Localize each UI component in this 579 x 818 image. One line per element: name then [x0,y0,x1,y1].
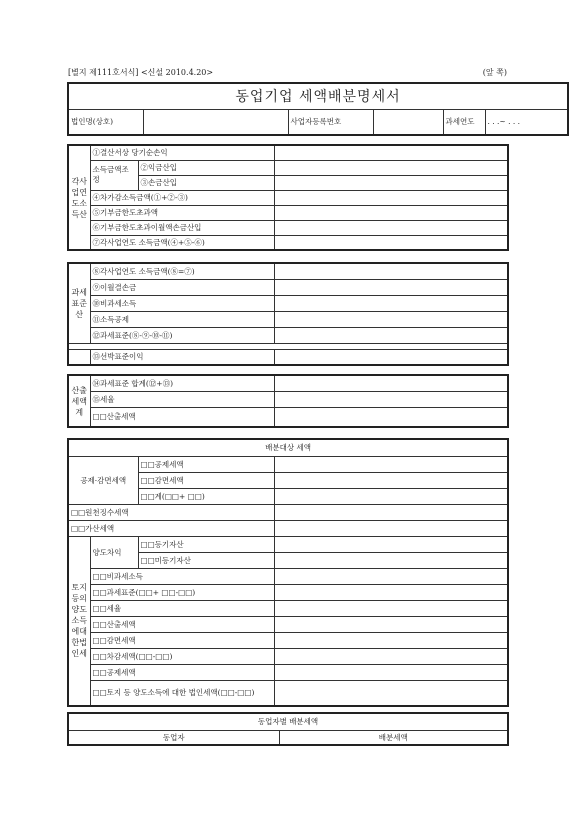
tax-period-value[interactable]: . . .~ . . . [485,109,568,135]
row-value[interactable] [274,235,508,250]
row-label: □□과세표준(□□+ □□-□□) [90,584,274,600]
row-value[interactable] [274,220,508,235]
row-label: ⑪소득공제 [90,311,274,327]
deduction-label: 공제·감면세액 [68,456,138,504]
page-side-label: (앞 쪽) [482,68,507,77]
row-label: □□공제세액 [138,456,274,472]
section-tax-calc [67,374,509,428]
row-value[interactable] [274,568,508,584]
row-value[interactable] [274,456,508,472]
row-label: □□산출세액 [90,407,274,427]
row-value[interactable] [274,472,508,488]
row-value[interactable] [274,664,508,680]
land-tax-label: 토지등의양도소득에대한법인세 [68,536,90,706]
row-value[interactable] [274,632,508,648]
section-1-label: 각사업연도소득산 [68,145,90,250]
section-3-label: 산출세액계 [68,375,90,427]
row-value[interactable] [274,375,508,391]
section-allocable-tax [67,438,509,707]
row-label: □□계(□□+ □□) [138,488,274,504]
row-label: □□미등기자산 [138,552,274,568]
row-value[interactable] [274,584,508,600]
row-value[interactable] [274,295,508,311]
row-label: ⑩비과세소득 [90,295,274,311]
row-value[interactable] [274,327,508,343]
spacer-cell [68,349,90,365]
biz-no-label: 사업자등록번호 [288,109,373,135]
title-block [67,82,569,136]
row-label: □□가산세액 [68,520,274,536]
row-label: ③손금산입 [138,175,274,190]
row-value[interactable] [274,190,508,205]
row-label: ⑮세율 [90,391,274,407]
section-income-calc [67,144,509,251]
row-label: □□감면세액 [90,632,274,648]
row-value[interactable] [274,552,508,568]
row-label: ⑤기부금한도초과액 [90,205,274,220]
row-value[interactable] [274,488,508,504]
row-label: □□공제세액 [90,664,274,680]
row-value[interactable] [274,175,508,190]
row-label: ②익금산입 [138,160,274,175]
row-value[interactable] [274,407,508,427]
row-label: ④차가감소득금액(①+②-③) [90,190,274,205]
row-value[interactable] [274,279,508,295]
row-label: ⑦각사업연도 소득금액(④+⑤-⑥) [90,235,274,250]
section-partner-allocation [67,712,509,746]
row-value[interactable] [274,160,508,175]
row-value[interactable] [274,616,508,632]
income-adjust-label: 소득금액조 정 [90,160,138,190]
form-number: [별지 제111호서식] <신설 2010.4.20> [68,68,214,77]
partner-column-header: 동업자 [68,730,279,745]
row-label: □□등기자산 [138,536,274,552]
row-label: ①결산서상 당기순손익 [90,145,274,160]
row-label: ⑨이월결손금 [90,279,274,295]
row-label: □□원천징수세액 [68,504,274,520]
row-value[interactable] [274,349,508,365]
row-value[interactable] [274,205,508,220]
transfer-gain-label: 양도차익 [90,536,138,568]
page-title: 동업기업 세액배분명세서 [68,83,568,109]
row-label: □□감면세액 [138,472,274,488]
row-value[interactable] [274,680,508,706]
row-label: □□산출세액 [90,616,274,632]
row-label: □□차감세액(□□-□□) [90,648,274,664]
row-label: ⑭과세표준 합계(⑫+⑬) [90,375,274,391]
section-2-label: 과세표준산 [68,263,90,343]
row-label: ⑧각사업연도 소득금액(⑧=⑦) [90,263,274,279]
row-value[interactable] [274,520,508,536]
row-value[interactable] [274,504,508,520]
biz-no-value[interactable] [373,109,443,135]
allocable-tax-heading: 배분대상 세액 [68,439,508,456]
tax-year-label: 과세연도 [443,109,485,135]
row-label: □□비과세소득 [90,568,274,584]
row-label: ⑬선박표준이익 [90,349,274,365]
row-value[interactable] [274,311,508,327]
corp-name-label: 법인명(상호) [68,109,143,135]
row-value[interactable] [274,391,508,407]
section-tax-base [67,262,509,366]
corp-name-value[interactable] [143,109,288,135]
row-label: □□토지 등 양도소득에 대한 법인세액(□□-□□) [90,680,274,706]
row-label: ⑫과세표준(⑧-⑨-⑩-⑪) [90,327,274,343]
row-label: ⑥기부금한도초과이월액손금산입 [90,220,274,235]
row-value[interactable] [274,263,508,279]
row-value[interactable] [274,536,508,552]
row-value[interactable] [274,648,508,664]
row-value[interactable] [274,600,508,616]
allocated-tax-column-header: 배분세액 [279,730,508,745]
row-label: □□세율 [90,600,274,616]
partner-allocation-heading: 동업자별 배분세액 [68,713,508,730]
row-value[interactable] [274,145,508,160]
